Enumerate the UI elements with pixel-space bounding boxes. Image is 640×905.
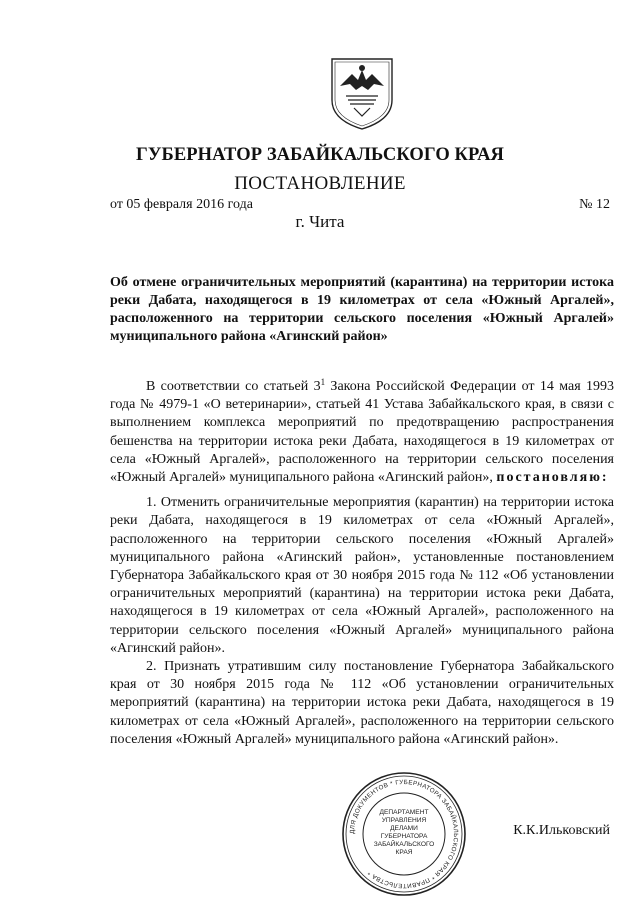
official-seal [340,770,468,898]
document-date: от 05 февраля 2016 года [110,197,253,212]
seal-line: УПРАВЛЕНИЯ [381,817,427,824]
preamble-text-2: Закона Российской Федерации от 14 мая 1993 года № 4979-1 «О ветеринарии», статьей 41 Устава Забайкальского края, в связи с выполнением комплекса мероприятий по предотвращению распространения бешенства на территории истока реки Дабата, находящегося в 19 километрах от села «Южный Аргалей», расположенного на территории сельского поселения «Южный Аргалей» муниципального района «Агинский район», [110,379,614,486]
item-2: 2. Признать утратившим силу постановление Губернатора Забайкальского края от 30 ноября 2015 года № 112 «Об установлении ограничительных мероприятий (карантина) на территории истока реки Дабата, находящегося в 19 километрах от села «Южный Аргалей», расположенного на территории сельского поселения «Южный Аргалей» муниципального района «Агинский район». [110,659,614,747]
document-subject: Об отмене ограничительных мероприятий (карантина) на территории истока реки Дабата, находящегося в 19 километрах от села «Южный Аргалей», расположенного на территории сельского поселения «Южный Аргалей» муниципального района «Агинский район» [110,275,614,344]
seal-line: ДЕПАРТАМЕНТ [379,809,429,816]
seal-line: ГУБЕРНАТОРА [380,833,428,840]
coat-of-arms-icon [328,56,396,132]
seal-outer-text: ДЛЯ ДОКУМЕНТОВ * ГУБЕРНАТОРА ЗАБАЙКАЛЬСКОГО КРАЯ * ПРАВИТЕЛЬСТВА * [348,778,460,890]
seal-line: ЗАБАЙКАЛЬСКОГО [373,841,435,848]
seal-line: ДЕЛАМИ [390,825,418,832]
signatory-name: К.К.Ильковский [513,823,610,838]
document-number: № 12 [579,197,610,212]
preamble-text-1: В соответствии со статьей 3 [146,379,321,394]
document-type: ПОСТАНОВЛЕНИЕ [234,173,406,194]
preamble-paragraph [110,378,614,487]
document-city: г. Чита [295,212,345,231]
item-1: 1. Отменить ограничительные мероприятия (карантин) на территории истока реки Дабата, находящегося в 19 километрах от села «Южный Аргалей», расположенного на территории сельского поселения «Южный Аргалей» муниципального района «Агинский район», установленные постановлением Губернатора Забайкальского края от 30 ноября 2015 года № 112 «Об установлении ограничительных мероприятий (карантина) на территории истока реки Дабата, находящегося в 19 километрах от села «Южный Аргалей», расположенного на территории сельского поселения «Южный Аргалей» муниципального района «Агинский район». [110,495,614,656]
seal-line: КРАЯ [395,849,413,856]
document-body [110,378,614,749]
issuing-authority: ГУБЕРНАТОР ЗАБАЙКАЛЬСКОГО КРАЯ [135,145,505,165]
article-superscript: 1 [320,377,326,387]
resolve-word: постановляю: [496,470,609,486]
